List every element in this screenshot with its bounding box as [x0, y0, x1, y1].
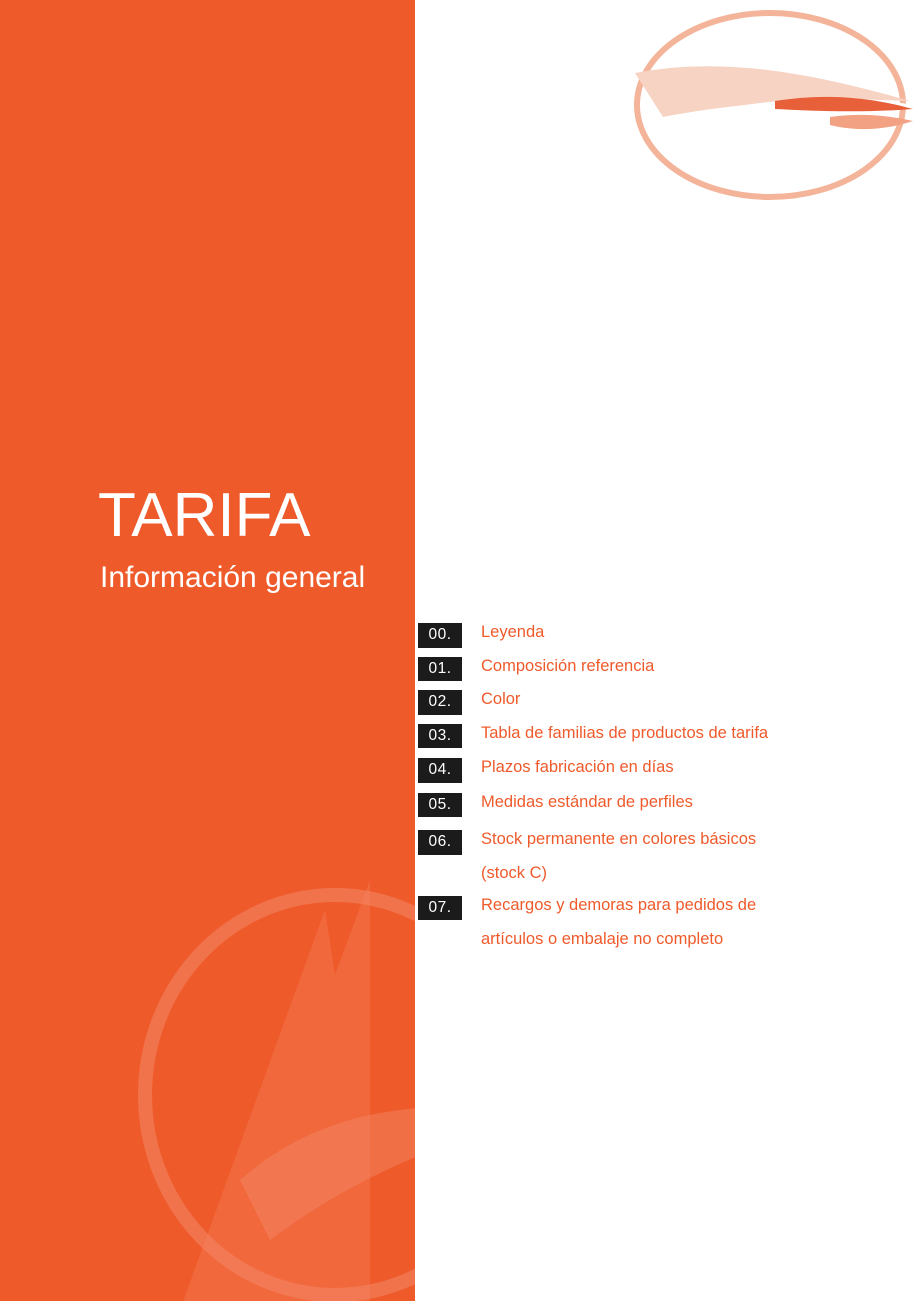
cover-left-panel	[0, 0, 415, 1301]
table-of-contents	[418, 623, 888, 956]
page-title: TARIFA	[98, 481, 311, 550]
toc-item-number: 03.	[418, 724, 462, 749]
toc-item-label: Leyenda	[481, 623, 545, 641]
toc-item[interactable]	[418, 623, 888, 648]
toc-item-label	[462, 830, 888, 883]
toc-item[interactable]	[418, 830, 888, 883]
toc-item-label	[462, 896, 888, 949]
toc-item-number: 00.	[418, 623, 462, 648]
toc-item[interactable]	[418, 690, 888, 715]
toc-item-label-line2: artículos o embalaje no completo	[481, 929, 724, 948]
toc-item-label: Color	[481, 690, 521, 708]
toc-item-number: 02.	[418, 690, 462, 715]
toc-item[interactable]	[418, 657, 888, 682]
bird-swoosh-logo-mark-icon	[625, 5, 915, 220]
toc-item[interactable]	[418, 896, 888, 949]
toc-item-label: Tabla de familias de productos de tarifa	[481, 723, 769, 742]
toc-item-number: 06.	[418, 830, 462, 855]
toc-item-label: Composición referencia	[481, 656, 655, 675]
toc-item[interactable]	[418, 758, 888, 783]
toc-item[interactable]	[418, 793, 888, 818]
toc-item-number: 01.	[418, 657, 462, 682]
toc-item-label-line1: Recargos y demoras para pedidos de	[481, 895, 757, 914]
toc-item-label-line1: Stock permanente en colores básicos	[481, 830, 757, 848]
toc-item[interactable]	[418, 724, 888, 749]
toc-item-number: 07.	[418, 896, 462, 921]
toc-item-number: 05.	[418, 793, 462, 818]
brand-watermark	[0, 0, 415, 860]
toc-item-number: 04.	[418, 758, 462, 783]
toc-item-label: Medidas estándar de perfiles	[481, 792, 693, 811]
cover-title-block	[98, 481, 518, 594]
toc-item-label-line2: (stock C)	[481, 864, 547, 883]
bird-swoosh-logo-mark-large-icon	[120, 880, 415, 1301]
page-subtitle: Información general	[100, 561, 366, 594]
toc-item-label: Plazos fabricación en días	[481, 758, 674, 776]
